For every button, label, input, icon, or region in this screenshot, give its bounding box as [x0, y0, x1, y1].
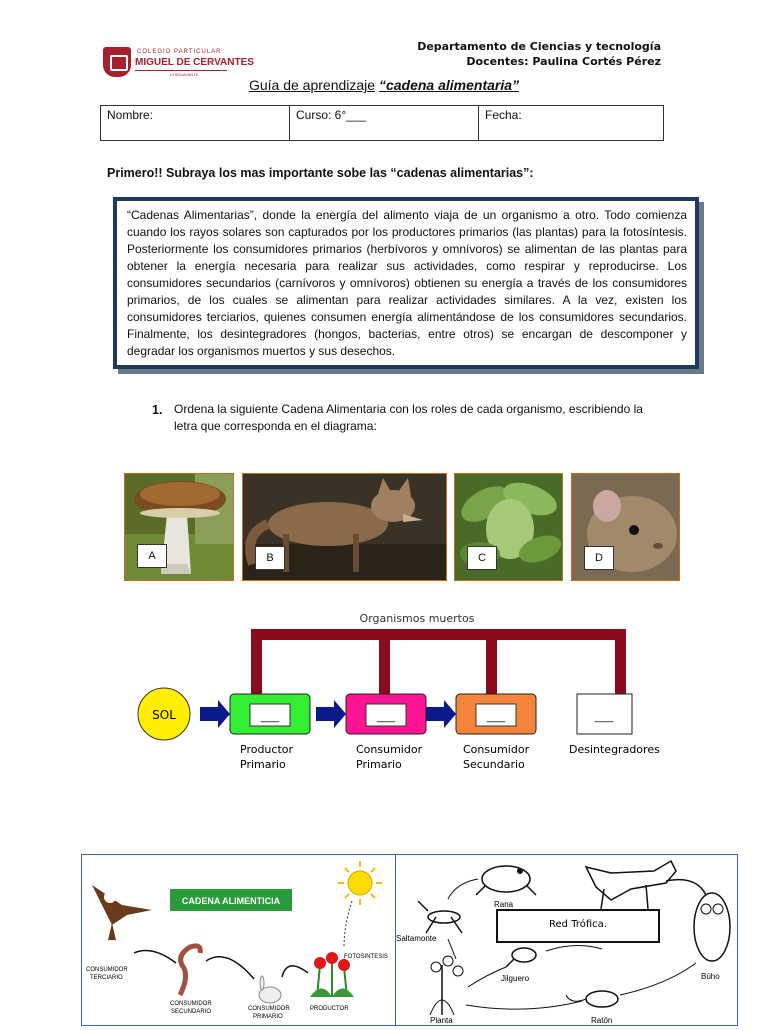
arrow-icon	[282, 966, 308, 977]
bar-drop-4	[615, 629, 626, 695]
bar-drop-3	[486, 629, 497, 695]
arrow-icon	[316, 700, 346, 728]
logo-divider	[135, 70, 227, 71]
food-web-illustration	[395, 854, 738, 1026]
photosynthesis-label: FOTOSINTESIS	[344, 954, 388, 960]
frog-label: Rana	[494, 900, 514, 909]
photo-mouse	[571, 473, 680, 581]
student-info-table	[100, 105, 664, 141]
plant-icon	[430, 956, 463, 1015]
frog-icon	[476, 866, 536, 895]
sun-label: SOL	[152, 708, 176, 722]
secondary-blank-text: ___	[486, 711, 506, 723]
header-info	[417, 39, 661, 69]
arrow-icon	[134, 951, 176, 963]
bar-drop-1	[251, 629, 262, 695]
mouse-icon	[566, 991, 618, 1007]
photo-label-d: D	[584, 546, 614, 570]
dead-organisms-label: Organismos muertos	[359, 612, 475, 625]
food-chain-illustration-svg	[82, 855, 395, 1025]
primary-blank-text: ___	[376, 711, 396, 723]
chain-title: CADENA ALIMENTICIA	[181, 896, 281, 906]
name-field[interactable]: Nombre:	[101, 106, 290, 141]
photo-mushroom	[124, 473, 234, 581]
question-text: Ordena la siguiente Cadena Alimentaria con los roles de cada organismo, escribiendo la letra que corresponda en el diagrama:	[174, 402, 643, 433]
primary-label-2: Primario	[356, 758, 402, 771]
arrow-icon	[448, 879, 478, 899]
arrow-icon	[620, 963, 696, 995]
photo-label-a: A	[137, 544, 167, 568]
food-chain-illustration	[81, 854, 396, 1026]
tertiary-label-2: TERCIARIO	[90, 975, 123, 981]
date-field[interactable]: Fecha:	[479, 106, 664, 141]
owl-label: Búho	[701, 972, 720, 981]
logo-school-name: MIGUEL DE CERVANTES	[135, 57, 254, 68]
school-logo-icon	[103, 47, 131, 77]
primary-label-1: CONSUMIDOR	[248, 1006, 290, 1012]
page-title	[0, 77, 768, 93]
grasshopper-icon	[418, 901, 462, 933]
photo-label-b: B	[255, 546, 285, 570]
rabbit-icon	[259, 976, 281, 1003]
primary-label-2: PRIMARIO	[253, 1014, 283, 1020]
photo-fox	[242, 473, 447, 581]
fox-icon	[586, 861, 706, 909]
plant-label: Planta	[430, 1016, 453, 1025]
producer-label-2: Primario	[240, 758, 286, 771]
sun-icon	[338, 861, 382, 905]
producer-label: PRODUCTOR	[310, 1006, 349, 1012]
question-number: 1.	[152, 403, 163, 417]
secondary-label-1: CONSUMIDOR	[170, 1001, 212, 1007]
owl-icon	[694, 893, 730, 961]
sunlight-arrow	[344, 901, 352, 947]
web-title: Red Trófica.	[549, 919, 607, 930]
decomposer-label: Desintegradores	[569, 743, 660, 756]
producer-label-1: Productor	[240, 743, 294, 756]
bird-icon	[506, 948, 536, 967]
arrow-icon	[466, 1001, 582, 1009]
grasshopper-label: Saltamonte	[396, 934, 437, 943]
primary-label-1: Consumidor	[356, 743, 423, 756]
dead-organisms-bar	[251, 629, 626, 640]
decomposer-blank-text[interactable]: ___	[594, 711, 614, 723]
snake-icon	[180, 946, 200, 995]
bar-drop-2	[379, 629, 390, 695]
course-field[interactable]: Curso: 6°___	[290, 106, 479, 141]
department-name: Departamento de Ciencias y tecnología	[417, 40, 661, 53]
arrow-icon	[206, 957, 254, 979]
food-web-illustration-svg	[396, 855, 737, 1025]
secondary-label-2: Secundario	[463, 758, 525, 771]
secondary-label-2: SECUNDARIO	[171, 1009, 212, 1015]
arrow-icon	[200, 700, 230, 728]
eagle-icon	[92, 885, 152, 940]
tertiary-label-1: CONSUMIDOR	[86, 967, 128, 973]
logo-subtitle: COLEGIO PARTICULAR	[137, 49, 222, 55]
producer-blank-text: ___	[260, 711, 280, 723]
teachers-name: Docentes: Paulina Cortés Pérez	[466, 55, 661, 68]
bird-label: Jilguero	[501, 974, 530, 983]
instruction-text: Primero!! Subraya los mas importante sobe las “cadenas alimentarias”:	[107, 166, 534, 180]
title-topic: “cadena alimentaria”	[378, 77, 520, 93]
secondary-label-1: Consumidor	[463, 743, 530, 756]
mouse-label: Ratón	[591, 1016, 613, 1025]
photo-label-c: C	[467, 546, 497, 570]
arrow-icon	[546, 945, 602, 951]
food-chain-diagram	[130, 605, 690, 780]
reading-text-box: “Cadenas Alimentarias”, donde la energía del alimento viaja de un organismo a otro. Todo comienza cuando los rayos solares son capturados por los productores primarios (las plantas) para la fotosíntesis. Posteriormente los consumidores primarios (herbívoros y omnívoros) se alimentan de las plantas para obtener la energía necesaria para realizar sus actividades, como respirar y reproducirse. Los consumidores secundarios (carnívoros y omnívoros) obtienen su energía a través de los consumidores primarios, de los cuales se alimentan para realizar actividades similares. A la vez, existen los consumidores terciarios, quienes consumen energía alimentándose de los consumidores secundarios. Finalmente, los desintegradores (hongos, bacterias, entre otros) se encargan de descomponer y degradar los organismos muertos y sus desechos.	[113, 197, 699, 369]
photo-plant	[454, 473, 563, 581]
logo-city: CHIGUAYANTE	[170, 72, 199, 77]
arrow-icon	[426, 700, 456, 728]
title-prefix: Guía de aprendizaje	[248, 77, 376, 93]
